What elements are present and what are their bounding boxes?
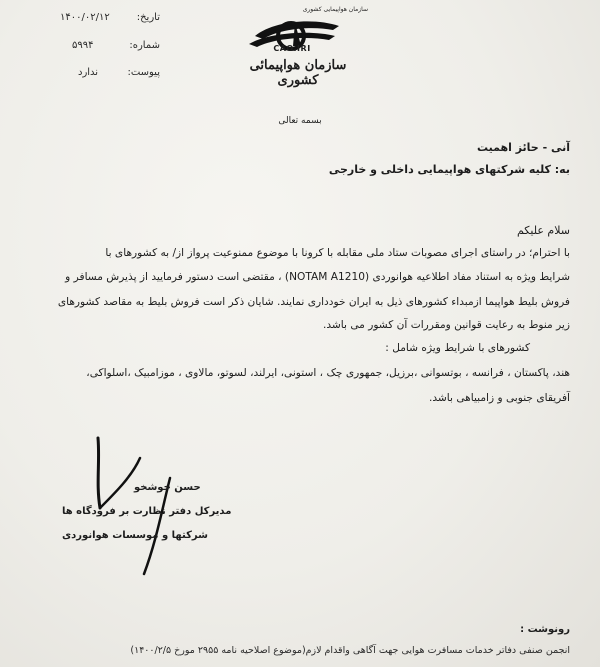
cc-label: رونوشت :	[520, 624, 570, 635]
date-value: ۱۴۰۰/۰۲/۱۲	[60, 12, 110, 23]
signer-title-line-2: شرکتها و موسسات هوانوردی	[62, 530, 208, 541]
urgency-label: آنی - حائز اهمیت	[476, 141, 570, 154]
date-row	[60, 12, 160, 26]
logo-acronym: CAO.IRI	[273, 44, 311, 53]
attachment-value: ندارد	[78, 67, 99, 78]
number-label: شماره:	[129, 40, 160, 51]
date-label: تاریخ:	[136, 12, 160, 23]
cc-line-1: انجمن صنفی دفاتر خدمات مسافرت هوایی جهت آگاهی واقدام لازم(موضوع اصلاحیه نامه ۲۹۵۵ مورخ ۱۴۰۰/۲/۵)	[130, 645, 570, 656]
attachment-row	[60, 67, 160, 81]
countries-title: کشورهای با شرایط ویژه شامل :	[385, 342, 530, 354]
body-line-2: شرایط ویژه به استناد مفاد اطلاعیه هوانوردی (NOTAM A1210) ، مقتضی است دستور فرمایید از پذیرش مسافر و	[65, 271, 570, 283]
body-line-4: زیر منوط به رعایت قوانین ومقررات آن کشور می باشد.	[322, 319, 570, 331]
attachment-label: پیوست:	[127, 67, 160, 78]
body-line-3: فروش بلیط هواپیما ازمبداء کشورهای ذیل به ایران خودداری نمایند. شایان ذکر است فروش بلیط به مقاصد کشورهای	[57, 296, 570, 308]
organization-name: سازمان هواپیمائی کشوری	[249, 58, 347, 88]
logo-top-text: سازمان هواپیمایی کشوری	[302, 6, 368, 13]
countries-line-1: هند، پاکستان ، فرانسه ، بوتسوانی ،برزیل، جمهوری چک ، استونی، ایرلند، لسوتو، مالاوی ، موزامبیک ،اسلواکی،	[86, 367, 570, 379]
body-line-1: با احترام؛ در راستای اجرای مصوبات ستاد ملی مقابله با کرونا با موضوع ممنوعیت پرواز از/ به کشورهای با	[105, 247, 570, 259]
number-value: ۵۹۹۴	[72, 40, 94, 51]
number-row	[60, 40, 160, 54]
signer-title-line-1: مدیرکل دفتر نظارت بر فرودگاه ها	[62, 506, 232, 517]
basmala: بسمه تعالی	[278, 116, 322, 126]
greeting: سلام علیکم	[516, 224, 570, 237]
signer-name: حسن خوشخو	[134, 482, 201, 493]
countries-line-2: آفریقای جنوبی و زامبیاهی باشد.	[428, 392, 570, 404]
addressee: به: کلیه شرکتهای هواپیمایی داخلی و خارجی	[328, 163, 570, 176]
